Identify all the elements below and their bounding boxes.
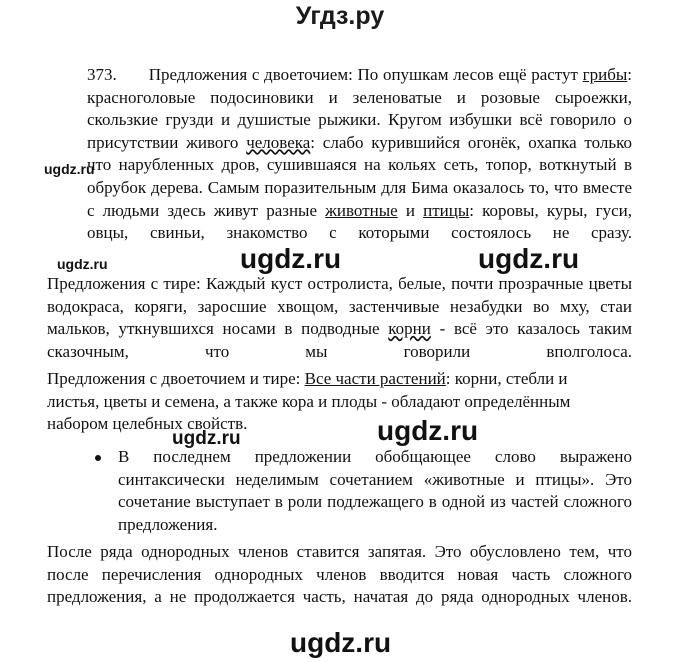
bullet-text: В последнем предложении обобщающее слово выражено синтаксически неделимым сочетанием «животные и птицы». Это сочетание выступает в роли подлежащего в одной из частей сложного предложения. (118, 447, 632, 534)
generalizing-word: животные (325, 200, 398, 220)
watermark: ugdz.ru (478, 243, 580, 274)
paragraph-colon-dash-examples (47, 368, 637, 436)
generalizing-word: птицы (423, 200, 470, 220)
watermark: ugdz.ru (290, 627, 392, 658)
generalizing-word: человека (246, 132, 311, 152)
sentence-text: Кругом избушки всё говорило о присутствии живого (87, 110, 632, 152)
generalizing-word: Все части растений (304, 369, 446, 388)
sentence-text: - всё это казалось таким сказочным, что мы говорили вполголоса. (47, 319, 633, 361)
watermark: ugdz.ru (240, 243, 342, 274)
paragraph-conclusion (47, 541, 632, 631)
watermark: ugdz.ru (57, 256, 108, 272)
site-title: Угдз.ру (295, 2, 385, 30)
sentence-text: : коровы, куры, гуси, овцы, свиньи, знакомство с которыми состоялось не сразу. (87, 200, 633, 243)
paragraph-label: Предложения с двоеточием: (148, 65, 353, 84)
conclusion-text: После ряда однородных членов ставится запятая. Это обусловлено тем, что после перечисления однородных членов вводится новая часть сложного предложения, а не продолжается часть, начатая до ряда однородных членов. (47, 542, 632, 607)
sentence-text: : корни, стебли и (445, 369, 568, 388)
text-line (47, 368, 637, 391)
sentence-text: Предложения с тире: Каждый куст остролиста, белые, почти прозрачные цветы водокраса, коряги, заросшие хвощом, застенчивые незабудки во мху, стаи мальков, уткнувшихся носами в подводные (47, 274, 632, 339)
sentence-text: По опушкам лесов ещё растут (357, 65, 578, 84)
paragraph-label: Предложения с двоеточием и тире: (47, 369, 301, 388)
sentence-text: : красноголовые подосиновики и зеленоватые и розовые сыроежки, скользкие грузди и душистые рыжики. (87, 65, 633, 130)
generalizing-word: грибы (582, 65, 628, 84)
paragraph-colon-examples (87, 64, 632, 267)
sentence-text: : слабо курившийся огонёк, охапка только что нарубленных дров, сушившаяся на кольях сеть, топор, воткнутый в обрубок дерева. (87, 132, 632, 197)
text-line: набором целебных свойств. (47, 414, 248, 434)
bullet-dot-icon (95, 455, 101, 461)
watermark: ugdz.ru (172, 428, 241, 449)
text-line: листья, цветы и семена, а также кора и плоды - обладают определённым (47, 391, 571, 411)
sentence-text: и (405, 200, 415, 220)
exercise-number: 373. (87, 65, 117, 84)
watermark: ugdz.ru (377, 415, 479, 446)
generalizing-word: корни (388, 319, 431, 339)
watermark: ugdz.ru (44, 161, 95, 177)
sentence-text: Самым поразительным для Бима оказалось то, что вместе с людьми здесь живут разные (87, 177, 633, 220)
